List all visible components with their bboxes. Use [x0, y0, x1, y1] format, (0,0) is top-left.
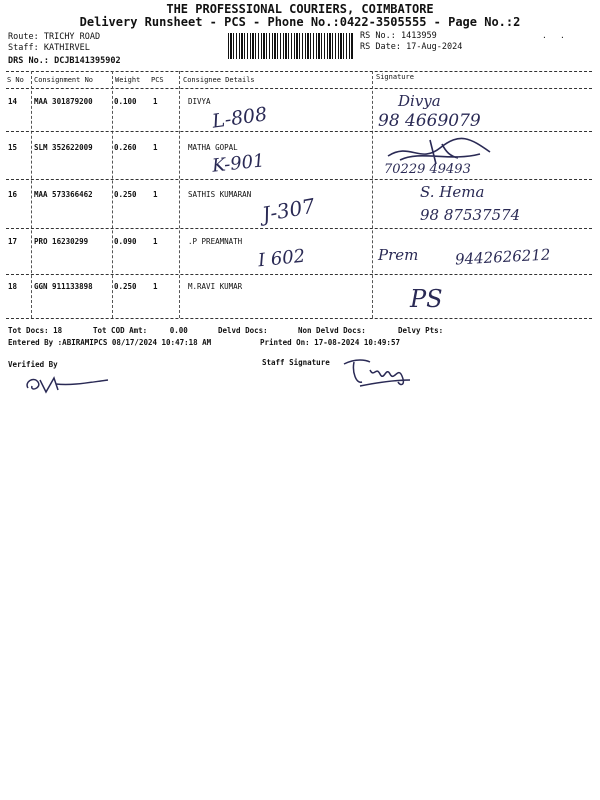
- non-delvd-docs-label: Non Delvd Docs:: [298, 326, 366, 335]
- row-consignee: M.RAVI KUMAR: [188, 282, 243, 291]
- row-signature-name: Prem: [378, 246, 419, 264]
- col-header-consignment: Consignment No: [34, 76, 94, 84]
- row-sno: 15: [8, 143, 18, 152]
- drs-value: DCJB141395902: [54, 56, 121, 66]
- staff-signature-mark: [340, 356, 420, 390]
- staff-value: KATHIRVEL: [43, 43, 90, 53]
- tot-cod-value: 0.00: [169, 326, 188, 335]
- staff-signature-label: Staff Signature: [262, 358, 330, 367]
- barcode: [228, 33, 354, 59]
- tot-docs-label: Tot Docs:: [8, 326, 49, 335]
- row-signature-name: S. Hema: [420, 183, 485, 201]
- row-consignee: .P PREAMNATH: [188, 237, 243, 246]
- rs-no-value: 1413959: [400, 31, 437, 41]
- row-weight: 0.100: [114, 97, 137, 106]
- row-consignee: SATHIS KUMARAN: [188, 190, 252, 199]
- row-sno: 16: [8, 190, 18, 199]
- col-header-consignee: Consignee Details: [183, 76, 255, 84]
- col-header-sno: S No: [7, 76, 24, 84]
- tot-docs-value: 18: [53, 326, 63, 335]
- totals-line: [8, 326, 62, 335]
- row-consignment: MAA 573366462: [34, 190, 93, 199]
- row-divider: [6, 131, 592, 132]
- row-signature-phone: 98 4669079: [378, 111, 481, 131]
- table-top-rule: [6, 71, 592, 72]
- row-handwritten-note: K-901: [211, 150, 266, 177]
- entered-by: Entered By :ABIRAMIPCS 08/17/2024 10:47:18 AM: [8, 338, 212, 347]
- column-divider: [112, 71, 113, 318]
- row-weight: 0.250: [114, 282, 137, 291]
- table-header-rule: [6, 88, 592, 89]
- col-header-weight: Weight: [115, 76, 141, 84]
- column-divider: [179, 71, 180, 318]
- col-header-pcs: PCS: [151, 76, 164, 84]
- tot-cod-label: Tot COD Amt:: [93, 326, 148, 335]
- row-weight: 0.090: [114, 237, 137, 246]
- col-header-signature: Signature: [376, 73, 414, 81]
- row-handwritten-note: I 602: [257, 245, 307, 272]
- row-consignment: MAA 301879200: [34, 97, 93, 106]
- row-consignment: PRO 16230299: [34, 237, 89, 246]
- row-sno: 14: [8, 97, 18, 106]
- company-title: THE PROFESSIONAL COURIERS, COIMBATORE: [166, 2, 434, 16]
- route-label: Route:: [8, 32, 39, 42]
- verified-by-label: Verified By: [8, 360, 58, 369]
- row-weight: 0.260: [114, 143, 137, 152]
- delvd-docs-label: Delvd Docs:: [218, 326, 268, 335]
- row-divider: [6, 179, 592, 180]
- cod-line: [93, 326, 188, 335]
- row-handwritten-note: J-307: [260, 193, 317, 227]
- row-sno: 18: [8, 282, 18, 291]
- row-pcs: 1: [153, 237, 158, 246]
- stray-mark: ·: [560, 33, 565, 42]
- row-signature-phone: 70229 49493: [384, 162, 471, 177]
- column-divider: [31, 71, 32, 318]
- row-pcs: 1: [153, 143, 158, 152]
- row-handwritten-note: L-808: [210, 103, 269, 133]
- drs-label: DRS No.:: [8, 56, 49, 66]
- rs-date-label: RS Date:: [360, 42, 401, 52]
- row-consignee: MATHA GOPAL: [188, 143, 238, 152]
- rs-date-line: [360, 42, 462, 52]
- staff-label: Staff:: [8, 43, 39, 53]
- row-signature-phone: 9442626212: [454, 245, 551, 269]
- row-divider: [6, 274, 592, 275]
- row-consignment: GGN 911133898: [34, 282, 93, 291]
- row-consignee: DIVYA: [188, 97, 211, 106]
- row-signature-name: PS: [410, 285, 443, 313]
- row-signature-name: Divya: [398, 92, 441, 110]
- row-pcs: 1: [153, 190, 158, 199]
- row-pcs: 1: [153, 282, 158, 291]
- route-line: [8, 32, 100, 42]
- staff-line: [8, 43, 90, 53]
- runsheet-subtitle: Delivery Runsheet - PCS - Phone No.:0422-3505555 - Page No.:2: [79, 15, 521, 29]
- rs-no-line: [360, 31, 437, 41]
- delvy-pts-label: Delvy Pts:: [398, 326, 444, 335]
- row-divider: [6, 228, 592, 229]
- rs-no-label: RS No.:: [360, 31, 396, 41]
- printed-on: Printed On: 17-08-2024 10:49:57: [260, 338, 400, 347]
- row-signature-phone: 98 87537574: [420, 206, 521, 224]
- drs-line: [8, 56, 121, 66]
- stray-mark: ·: [542, 33, 547, 42]
- table-bottom-rule: [6, 318, 592, 319]
- row-pcs: 1: [153, 97, 158, 106]
- route-value: TRICHY ROAD: [43, 32, 101, 42]
- column-divider: [372, 71, 373, 318]
- row-weight: 0.250: [114, 190, 137, 199]
- row-sno: 17: [8, 237, 18, 246]
- rs-date-value: 17-Aug-2024: [406, 42, 463, 52]
- row-consignment: SLM 352622009: [34, 143, 93, 152]
- verified-signature: [22, 372, 112, 394]
